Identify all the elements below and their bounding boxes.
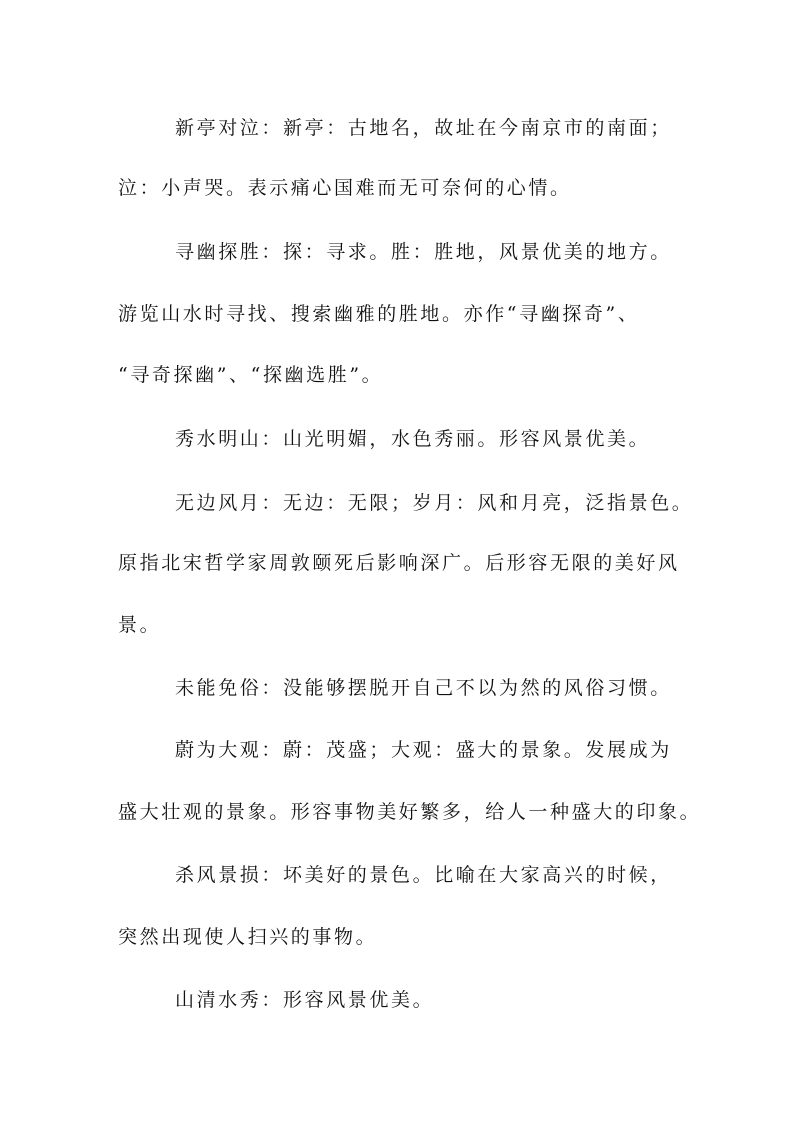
entry-xiushui-line-1: 秀水明山：山光明媚，水色秀丽。形容风景优美。 — [175, 428, 651, 450]
entry-wubian-line-2: 原指北宋哲学家周敦颐死后影响深广。后形容无限的美好风 — [118, 552, 680, 574]
entry-shanqing-line-1: 山清水秀：形容风景优美。 — [175, 989, 435, 1011]
entry-shafeng-line-2: 突然出现使人扫兴的事物。 — [118, 926, 378, 948]
entry-xunyou-line-1: 寻幽探胜：探：寻求。胜：胜地，风景优美的地方。 — [175, 241, 672, 263]
entry-xunyou-line-3: “寻奇探幽”、“探幽选胜”。 — [118, 364, 384, 386]
entry-weiwei-line-2: 盛大壮观的景象。形容事物美好繁多，给人一种盛大的印象。 — [118, 801, 702, 823]
entry-shafeng-line-1: 杀风景损：坏美好的景色。比喻在大家高兴的时候， — [175, 864, 672, 886]
entry-wubian-line-1: 无边风月：无边：无限；岁月：风和月亮，泛指景色。 — [175, 492, 694, 514]
entry-xinting-line-2: 泣：小声哭。表示痛心国难而无可奈何的心情。 — [118, 177, 572, 199]
entry-xinting-line-1: 新亭对泣：新亭：古地名，故址在今南京市的南面； — [175, 117, 672, 139]
entry-weiwei-line-1: 蔚为大观：蔚：茂盛；大观：盛大的景象。发展成为 — [175, 739, 672, 761]
entry-weineng-line-1: 未能免俗：没能够摆脱开自己不以为然的风俗习惯。 — [175, 677, 672, 699]
entry-wubian-line-3: 景。 — [118, 614, 162, 636]
entry-xunyou-line-2: 游览山水时寻找、搜索幽雅的胜地。亦作“寻幽探奇”、 — [118, 303, 640, 325]
